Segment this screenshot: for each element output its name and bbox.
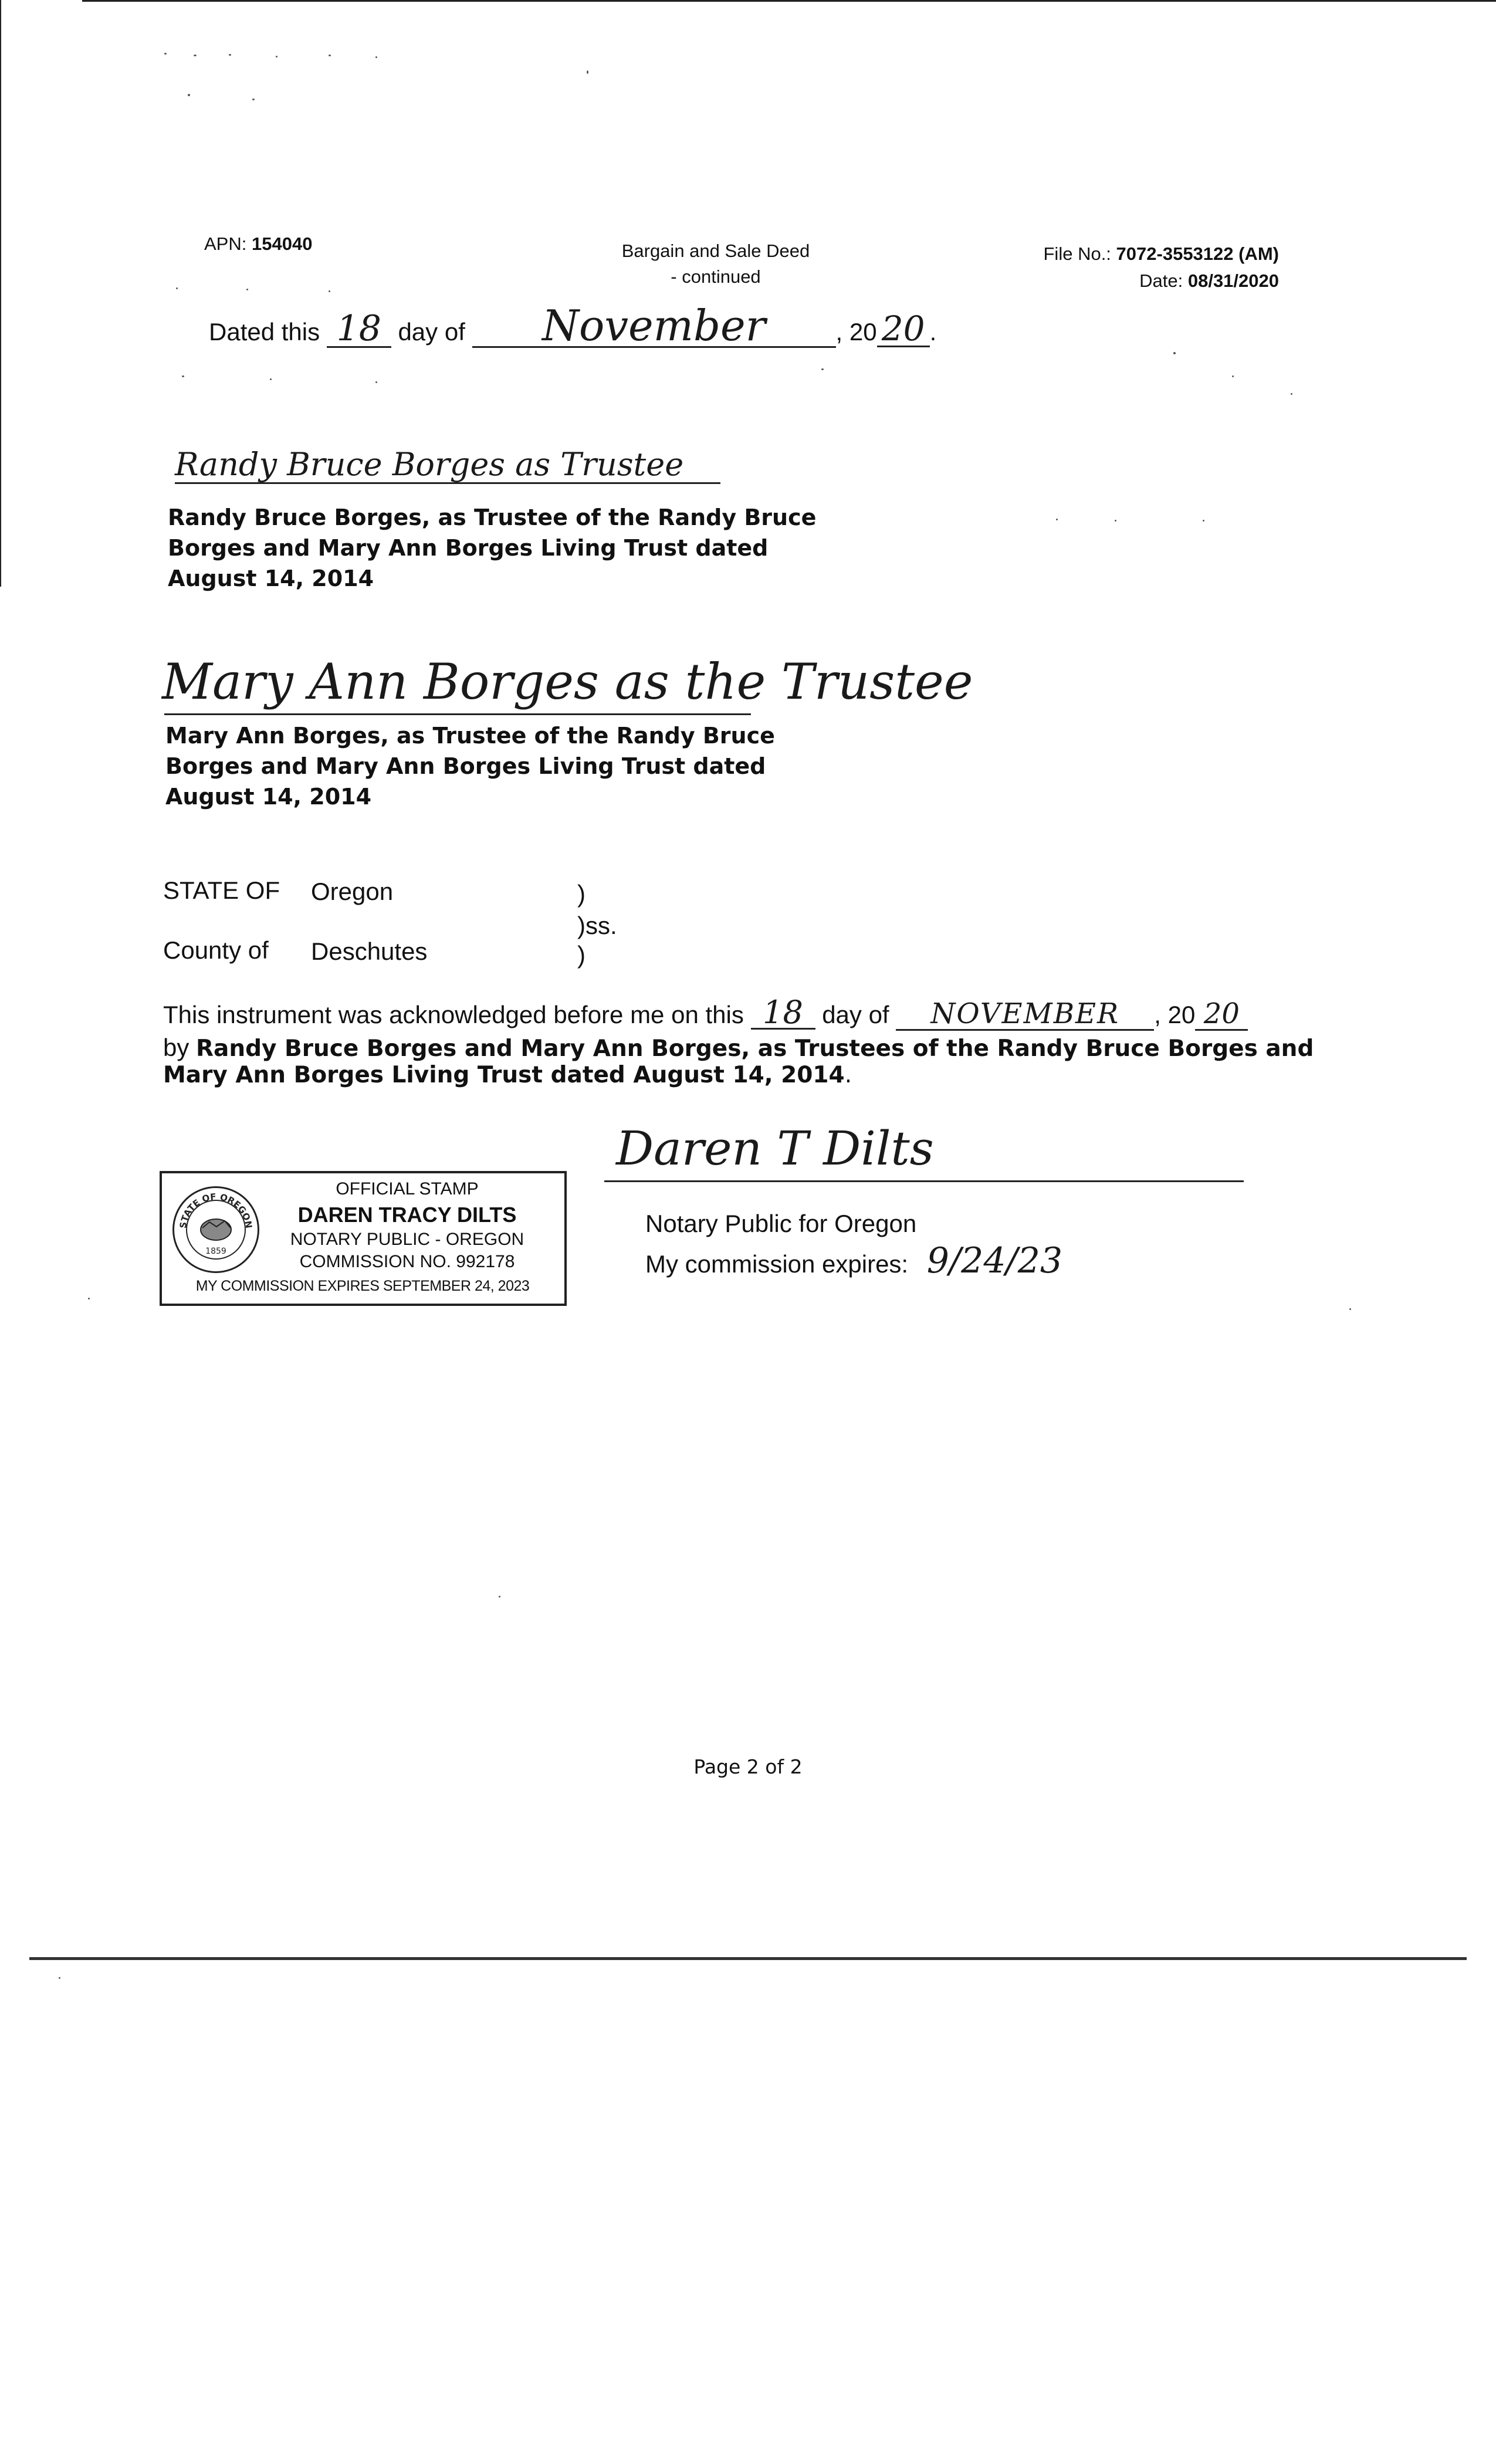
scan-bottom-rule [29, 1957, 1467, 1960]
date-value: 08/31/2020 [1187, 270, 1279, 291]
state-label: STATE OF [163, 876, 280, 904]
ack-year-prefix: , 20 [1154, 1001, 1196, 1028]
signer-randy-line-1: Randy Bruce Borges, as Trustee of the Randy Bruce [168, 505, 817, 530]
file-no-value: 7072-3553122 (AM) [1116, 243, 1279, 264]
venue-ss: )ss. [577, 912, 617, 939]
stamp-notary-name: DAREN TRACY DILTS [297, 1203, 517, 1227]
scan-top-border [82, 0, 1496, 2]
acknowledgment-line-1 [163, 994, 1248, 1031]
apn [204, 233, 312, 255]
signer-block-randy [168, 502, 816, 594]
document-subtitle-text: - continued [671, 266, 761, 287]
ack-by: by [163, 1034, 189, 1061]
date-label: Date: [1139, 270, 1183, 291]
venue-paren-close: ) [577, 941, 585, 969]
ack-parties: Randy Bruce Borges and Mary Ann Borges, as Trustees of the Randy Bruce Borges and [196, 1035, 1314, 1062]
apn-value: 154040 [251, 233, 313, 254]
signer-mary-line-2: Borges and Mary Ann Borges Living Trust dated [165, 753, 766, 779]
signer-mary-line-3: August 14, 2014 [165, 784, 372, 810]
signature-mary-underline [164, 713, 751, 715]
signer-randy-line-3: August 14, 2014 [168, 566, 374, 591]
county-value: Deschutes [311, 937, 428, 965]
notary-commission-value: 9/24/23 [926, 1240, 1063, 1281]
dated-day: 18 [327, 311, 391, 348]
acknowledgment-line-3 [163, 1062, 852, 1088]
document-title-text: Bargain and Sale Deed [621, 241, 810, 261]
signer-mary-line-1: Mary Ann Borges, as Trustee of the Randy Bruce [165, 723, 775, 749]
official-stamp [160, 1171, 567, 1306]
document-title [587, 238, 845, 290]
notary-commission-label: My commission expires: [645, 1250, 909, 1278]
state-value: Oregon [311, 878, 394, 905]
notary-signature-line [604, 1180, 1244, 1182]
dated-year-prefix: , 20 [835, 318, 877, 346]
stamp-commission-no: COMMISSION NO. 992178 [299, 1252, 515, 1271]
venue-paren-open: ) [577, 880, 585, 908]
dated-period: . [929, 318, 937, 346]
stamp-expires: MY COMMISSION EXPIRES SEPTEMBER 24, 2023 [195, 1278, 530, 1294]
acknowledgment-line-2 [163, 1034, 1314, 1062]
stamp-notary-title: NOTARY PUBLIC - OREGON [290, 1230, 524, 1249]
svg-text:1859: 1859 [205, 1247, 226, 1256]
file-info [950, 241, 1279, 295]
dated-line [209, 301, 937, 350]
dated-prefix: Dated this [209, 318, 320, 346]
ack-prefix: This instrument was acknowledged before me on this [163, 1001, 744, 1028]
ack-trust: Mary Ann Borges Living Trust dated August 14, 2014 [163, 1062, 845, 1088]
scan-left-edge [0, 0, 1, 587]
page-number: Page 2 of 2 [693, 1755, 803, 1778]
apn-label: APN: [204, 233, 247, 254]
file-no-label: File No.: [1043, 243, 1111, 264]
notary-commission [645, 1240, 1062, 1281]
signer-randy-line-2: Borges and Mary Ann Borges Living Trust dated [168, 535, 769, 561]
dated-month: November [472, 305, 836, 348]
ack-day: 18 [751, 997, 815, 1030]
notary-signature: Daren T Dilts [616, 1121, 934, 1176]
stamp-title: OFFICIAL STAMP [336, 1179, 479, 1199]
state-seal-icon [172, 1186, 259, 1273]
signature-randy: Randy Bruce Borges as Trustee [175, 447, 720, 484]
dated-day-of: day of [398, 318, 465, 346]
ack-day-of: day of [822, 1001, 889, 1028]
signature-mary: Mary Ann Borges as the Trustee [162, 653, 973, 710]
notary-title: Notary Public for Oregon [645, 1210, 917, 1237]
ack-month: NOVEMBER [896, 999, 1154, 1031]
svg-text:STATE OF OREGON: STATE OF OREGON [177, 1191, 255, 1229]
county-label: County of [163, 936, 269, 964]
ack-period: . [844, 1062, 852, 1088]
signer-block-mary [165, 720, 775, 812]
ack-year-suffix: 20 [1195, 999, 1248, 1031]
dated-year-suffix: 20 [877, 312, 930, 347]
